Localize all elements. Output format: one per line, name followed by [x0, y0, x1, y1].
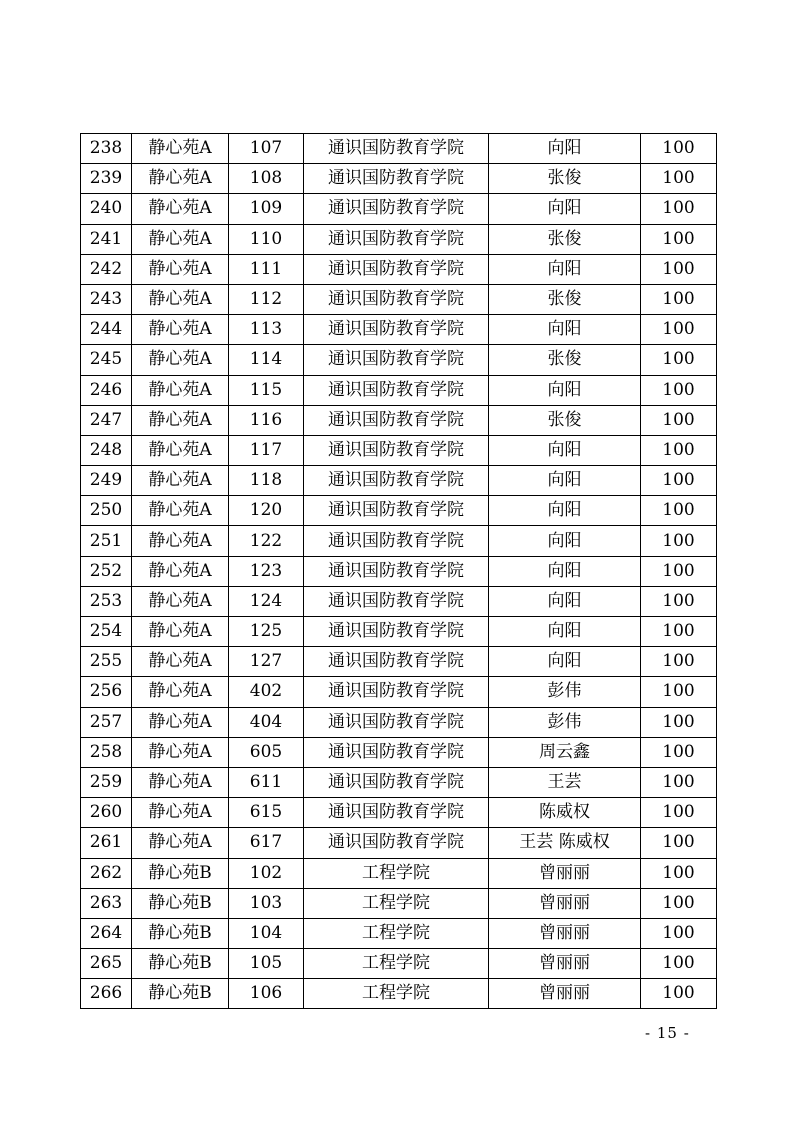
inspector-name-cell: 张俊 — [489, 284, 641, 314]
building-cell: 静心苑B — [132, 858, 229, 888]
inspector-name-cell: 张俊 — [489, 345, 641, 375]
score-cell: 100 — [641, 737, 717, 767]
room-cell: 102 — [229, 858, 304, 888]
room-cell: 109 — [229, 194, 304, 224]
room-cell: 124 — [229, 586, 304, 616]
room-cell: 110 — [229, 224, 304, 254]
score-cell: 100 — [641, 828, 717, 858]
row-number-cell: 245 — [81, 345, 132, 375]
college-cell: 工程学院 — [304, 858, 489, 888]
table-row — [81, 194, 717, 224]
score-cell: 100 — [641, 707, 717, 737]
table-row — [81, 586, 717, 616]
row-number-cell: 266 — [81, 979, 132, 1009]
inspector-name-cell: 王芸 陈威权 — [489, 828, 641, 858]
score-cell: 100 — [641, 617, 717, 647]
building-cell: 静心苑A — [132, 466, 229, 496]
row-number-cell: 262 — [81, 858, 132, 888]
room-cell: 112 — [229, 284, 304, 314]
building-cell: 静心苑A — [132, 375, 229, 405]
room-cell: 113 — [229, 315, 304, 345]
college-cell: 通识国防教育学院 — [304, 224, 489, 254]
building-cell: 静心苑A — [132, 707, 229, 737]
building-cell: 静心苑A — [132, 526, 229, 556]
building-cell: 静心苑B — [132, 918, 229, 948]
building-cell: 静心苑A — [132, 284, 229, 314]
row-number-cell: 259 — [81, 767, 132, 797]
row-number-cell: 251 — [81, 526, 132, 556]
room-cell: 605 — [229, 737, 304, 767]
score-cell: 100 — [641, 405, 717, 435]
room-cell: 103 — [229, 888, 304, 918]
table-row — [81, 496, 717, 526]
row-number-cell: 243 — [81, 284, 132, 314]
score-cell: 100 — [641, 466, 717, 496]
college-cell: 通识国防教育学院 — [304, 194, 489, 224]
row-number-cell: 265 — [81, 949, 132, 979]
room-cell: 106 — [229, 979, 304, 1009]
score-cell: 100 — [641, 918, 717, 948]
inspector-name-cell: 彭伟 — [489, 707, 641, 737]
college-cell: 通识国防教育学院 — [304, 496, 489, 526]
inspector-name-cell: 向阳 — [489, 466, 641, 496]
college-cell: 通识国防教育学院 — [304, 254, 489, 284]
row-number-cell: 238 — [81, 134, 132, 164]
college-cell: 通识国防教育学院 — [304, 798, 489, 828]
table-row — [81, 405, 717, 435]
building-cell: 静心苑A — [132, 496, 229, 526]
room-cell: 615 — [229, 798, 304, 828]
room-cell: 105 — [229, 949, 304, 979]
page-number: - 15 - — [645, 1024, 690, 1042]
score-cell: 100 — [641, 254, 717, 284]
college-cell: 通识国防教育学院 — [304, 767, 489, 797]
score-cell: 100 — [641, 496, 717, 526]
building-cell: 静心苑A — [132, 315, 229, 345]
inspector-name-cell: 向阳 — [489, 194, 641, 224]
table-row — [81, 254, 717, 284]
table-row — [81, 375, 717, 405]
inspector-name-cell: 曾丽丽 — [489, 949, 641, 979]
room-cell: 108 — [229, 164, 304, 194]
row-number-cell: 258 — [81, 737, 132, 767]
building-cell: 静心苑A — [132, 677, 229, 707]
inspector-name-cell: 张俊 — [489, 405, 641, 435]
college-cell: 通识国防教育学院 — [304, 345, 489, 375]
row-number-cell: 240 — [81, 194, 132, 224]
score-cell: 100 — [641, 949, 717, 979]
score-cell: 100 — [641, 435, 717, 465]
inspector-name-cell: 彭伟 — [489, 677, 641, 707]
college-cell: 通识国防教育学院 — [304, 737, 489, 767]
table-row — [81, 617, 717, 647]
building-cell: 静心苑A — [132, 435, 229, 465]
row-number-cell: 260 — [81, 798, 132, 828]
college-cell: 通识国防教育学院 — [304, 707, 489, 737]
college-cell: 通识国防教育学院 — [304, 647, 489, 677]
room-cell: 122 — [229, 526, 304, 556]
building-cell: 静心苑A — [132, 556, 229, 586]
inspector-name-cell: 向阳 — [489, 375, 641, 405]
college-cell: 通识国防教育学院 — [304, 617, 489, 647]
row-number-cell: 250 — [81, 496, 132, 526]
room-cell: 107 — [229, 134, 304, 164]
inspector-name-cell: 向阳 — [489, 315, 641, 345]
table-row — [81, 858, 717, 888]
score-cell: 100 — [641, 224, 717, 254]
row-number-cell: 264 — [81, 918, 132, 948]
table-row — [81, 556, 717, 586]
college-cell: 工程学院 — [304, 918, 489, 948]
inspector-name-cell: 向阳 — [489, 526, 641, 556]
table-row — [81, 435, 717, 465]
building-cell: 静心苑B — [132, 888, 229, 918]
room-cell: 117 — [229, 435, 304, 465]
table-row — [81, 647, 717, 677]
table-row — [81, 677, 717, 707]
room-cell: 127 — [229, 647, 304, 677]
college-cell: 通识国防教育学院 — [304, 586, 489, 616]
building-cell: 静心苑A — [132, 586, 229, 616]
score-cell: 100 — [641, 375, 717, 405]
table-row — [81, 767, 717, 797]
inspector-name-cell: 向阳 — [489, 556, 641, 586]
room-cell: 611 — [229, 767, 304, 797]
room-cell: 116 — [229, 405, 304, 435]
room-cell: 125 — [229, 617, 304, 647]
college-cell: 通识国防教育学院 — [304, 375, 489, 405]
table-row — [81, 828, 717, 858]
table-row — [81, 224, 717, 254]
room-cell: 111 — [229, 254, 304, 284]
row-number-cell: 241 — [81, 224, 132, 254]
row-number-cell: 254 — [81, 617, 132, 647]
table-row — [81, 315, 717, 345]
row-number-cell: 257 — [81, 707, 132, 737]
inspector-name-cell: 曾丽丽 — [489, 858, 641, 888]
score-cell: 100 — [641, 315, 717, 345]
table-row — [81, 737, 717, 767]
college-cell: 通识国防教育学院 — [304, 405, 489, 435]
score-cell: 100 — [641, 798, 717, 828]
college-cell: 通识国防教育学院 — [304, 526, 489, 556]
score-cell: 100 — [641, 194, 717, 224]
building-cell: 静心苑B — [132, 979, 229, 1009]
inspector-name-cell: 向阳 — [489, 617, 641, 647]
score-cell: 100 — [641, 677, 717, 707]
room-cell: 404 — [229, 707, 304, 737]
inspector-name-cell: 王芸 — [489, 767, 641, 797]
inspector-name-cell: 张俊 — [489, 164, 641, 194]
table-row — [81, 949, 717, 979]
row-number-cell: 248 — [81, 435, 132, 465]
building-cell: 静心苑B — [132, 949, 229, 979]
college-cell: 通识国防教育学院 — [304, 677, 489, 707]
table-row — [81, 164, 717, 194]
row-number-cell: 261 — [81, 828, 132, 858]
inspector-name-cell: 张俊 — [489, 224, 641, 254]
table-row — [81, 526, 717, 556]
college-cell: 通识国防教育学院 — [304, 284, 489, 314]
row-number-cell: 255 — [81, 647, 132, 677]
room-cell: 123 — [229, 556, 304, 586]
dormitory-score-table — [80, 133, 717, 1009]
inspector-name-cell: 周云鑫 — [489, 737, 641, 767]
table-row — [81, 888, 717, 918]
table-row — [81, 284, 717, 314]
college-cell: 通识国防教育学院 — [304, 828, 489, 858]
score-cell: 100 — [641, 164, 717, 194]
row-number-cell: 252 — [81, 556, 132, 586]
building-cell: 静心苑A — [132, 134, 229, 164]
college-cell: 通识国防教育学院 — [304, 435, 489, 465]
row-number-cell: 239 — [81, 164, 132, 194]
inspector-name-cell: 向阳 — [489, 254, 641, 284]
room-cell: 114 — [229, 345, 304, 375]
row-number-cell: 249 — [81, 466, 132, 496]
score-cell: 100 — [641, 647, 717, 677]
college-cell: 通识国防教育学院 — [304, 134, 489, 164]
building-cell: 静心苑A — [132, 224, 229, 254]
building-cell: 静心苑A — [132, 767, 229, 797]
row-number-cell: 256 — [81, 677, 132, 707]
score-cell: 100 — [641, 526, 717, 556]
row-number-cell: 242 — [81, 254, 132, 284]
building-cell: 静心苑A — [132, 617, 229, 647]
table-row — [81, 798, 717, 828]
building-cell: 静心苑A — [132, 254, 229, 284]
score-cell: 100 — [641, 586, 717, 616]
score-cell: 100 — [641, 858, 717, 888]
inspector-name-cell: 曾丽丽 — [489, 918, 641, 948]
building-cell: 静心苑A — [132, 194, 229, 224]
room-cell: 118 — [229, 466, 304, 496]
building-cell: 静心苑A — [132, 798, 229, 828]
table-body — [81, 134, 717, 1009]
room-cell: 120 — [229, 496, 304, 526]
row-number-cell: 246 — [81, 375, 132, 405]
table-row — [81, 466, 717, 496]
row-number-cell: 247 — [81, 405, 132, 435]
inspector-name-cell: 曾丽丽 — [489, 888, 641, 918]
room-cell: 617 — [229, 828, 304, 858]
table-row — [81, 918, 717, 948]
score-cell: 100 — [641, 556, 717, 586]
inspector-name-cell: 向阳 — [489, 647, 641, 677]
college-cell: 工程学院 — [304, 979, 489, 1009]
college-cell: 通识国防教育学院 — [304, 315, 489, 345]
inspector-name-cell: 向阳 — [489, 435, 641, 465]
table-row — [81, 134, 717, 164]
score-cell: 100 — [641, 767, 717, 797]
building-cell: 静心苑A — [132, 828, 229, 858]
college-cell: 通识国防教育学院 — [304, 466, 489, 496]
inspector-name-cell: 曾丽丽 — [489, 979, 641, 1009]
college-cell: 工程学院 — [304, 949, 489, 979]
score-cell: 100 — [641, 345, 717, 375]
room-cell: 402 — [229, 677, 304, 707]
table-row — [81, 345, 717, 375]
inspector-name-cell: 向阳 — [489, 496, 641, 526]
score-cell: 100 — [641, 979, 717, 1009]
row-number-cell: 263 — [81, 888, 132, 918]
college-cell: 通识国防教育学院 — [304, 556, 489, 586]
score-cell: 100 — [641, 134, 717, 164]
inspector-name-cell: 向阳 — [489, 134, 641, 164]
building-cell: 静心苑A — [132, 405, 229, 435]
room-cell: 115 — [229, 375, 304, 405]
building-cell: 静心苑A — [132, 737, 229, 767]
college-cell: 工程学院 — [304, 888, 489, 918]
inspector-name-cell: 向阳 — [489, 586, 641, 616]
table-row — [81, 979, 717, 1009]
room-cell: 104 — [229, 918, 304, 948]
row-number-cell: 253 — [81, 586, 132, 616]
building-cell: 静心苑A — [132, 345, 229, 375]
building-cell: 静心苑A — [132, 164, 229, 194]
college-cell: 通识国防教育学院 — [304, 164, 489, 194]
building-cell: 静心苑A — [132, 647, 229, 677]
row-number-cell: 244 — [81, 315, 132, 345]
score-cell: 100 — [641, 888, 717, 918]
inspector-name-cell: 陈威权 — [489, 798, 641, 828]
score-cell: 100 — [641, 284, 717, 314]
table-row — [81, 707, 717, 737]
